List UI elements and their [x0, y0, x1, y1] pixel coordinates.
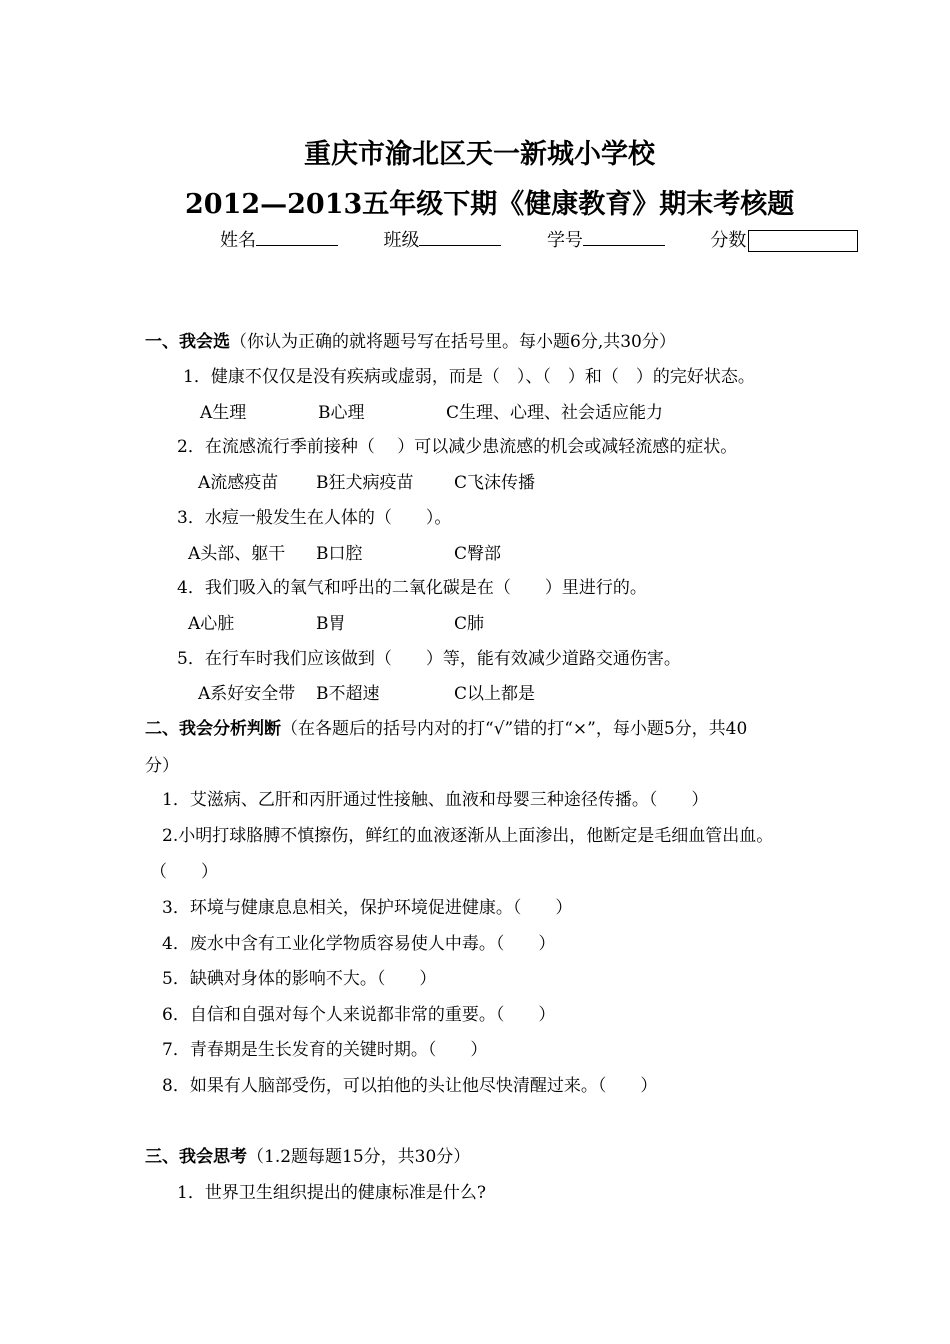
option-a: A生理: [200, 403, 247, 423]
s1-question-1: 1．健康不仅仅是没有疾病或虚弱，而是（ ）、（ ）和（ ）的完好状态。: [183, 367, 755, 387]
s1-question-4: 4．我们吸入的氧气和呼出的二氧化碳是在（ ）里进行的。: [177, 578, 647, 598]
section2-instruction-cont: 分）: [145, 756, 179, 776]
option-c: C飞沫传播: [454, 473, 536, 493]
section2-instruction: （在各题后的括号内对的打“√”错的打“×”，每小题5分，共40: [281, 719, 748, 739]
s2-item-1: 1．艾滋病、乙肝和丙肝通过性接触、血液和母婴三种途径传播。（ ）: [162, 790, 709, 810]
option-c: C生理、心理、社会适应能力: [446, 403, 664, 423]
name-label: 姓名: [220, 230, 256, 251]
option-b: B狂犬病疫苗: [316, 473, 414, 493]
info-fields: [220, 226, 858, 252]
option-c: C臀部: [454, 544, 502, 564]
option-b: B胃: [316, 614, 346, 634]
option-a: A系好安全带: [198, 684, 296, 704]
option-b: B不超速: [316, 684, 380, 704]
s1-q1-options: [200, 398, 663, 423]
s1-question-2: 2．在流感流行季前接种（ ）可以减少患流感的机会或减轻流感的症状。: [177, 437, 738, 457]
section1-header: [145, 327, 676, 352]
section3-instruction: （1.2题每题15分，共30分）: [247, 1147, 471, 1167]
section1-instruction: （你认为正确的就将题号写在括号里。每小题6分,共30分）: [230, 332, 676, 352]
s1-question-5: 5．在行车时我们应该做到（ ）等，能有效减少道路交通伤害。: [177, 649, 681, 669]
s2-item-6: 6．自信和自强对每个人来说都非常的重要。（ ）: [162, 1005, 556, 1025]
score-label: 分数: [710, 230, 747, 251]
option-a: A流感疫苗: [198, 473, 279, 493]
score-box[interactable]: [748, 230, 858, 252]
s2-item-7: 7．青春期是生长发育的关键时期。（ ）: [162, 1040, 488, 1060]
s2-item-4: 4．废水中含有工业化学物质容易使人中毒。（ ）: [162, 934, 556, 954]
section3-header: [145, 1142, 470, 1167]
option-c: C肺: [454, 614, 485, 634]
s1-q2-options: [198, 468, 535, 493]
s1-q3-options: [188, 539, 501, 564]
s2-item-2: 2.小明打球胳膊不慎擦伤，鲜红的血液逐渐从上面渗出，他断定是毛细血管出血。: [162, 826, 774, 846]
exam-title: 2012—2013五年级下期《健康教育》期末考核题: [185, 189, 795, 220]
class-label: 班级: [383, 230, 420, 251]
name-blank[interactable]: [256, 227, 338, 246]
option-a: A头部、躯干: [188, 544, 286, 564]
class-blank[interactable]: [419, 227, 501, 246]
section3-heading: 三、我会思考: [145, 1147, 247, 1167]
school-title: 重庆市渝北区天一新城小学校: [304, 139, 655, 170]
option-a: A心脏: [188, 614, 235, 634]
section1-heading: 一、我会选: [145, 332, 230, 352]
option-b: B口腔: [316, 544, 363, 564]
s2-item-2-cont: （ ）: [150, 862, 218, 882]
option-b: B心理: [318, 403, 365, 423]
s1-q5-options: [198, 679, 535, 704]
s2-item-3: 3．环境与健康息息相关，保护环境促进健康。（ ）: [162, 898, 573, 918]
option-c: C以上都是: [454, 684, 536, 704]
s3-question-1: 1．世界卫生组织提出的健康标准是什么?: [177, 1183, 486, 1203]
s1-question-3: 3．水痘一般发生在人体的（ ）。: [177, 508, 452, 528]
s1-q4-options: [188, 609, 484, 634]
number-blank[interactable]: [583, 227, 665, 246]
s2-item-5: 5．缺碘对身体的影响不大。（ ）: [162, 969, 437, 989]
section2-heading: 二、我会分析判断: [145, 719, 281, 739]
section2-header: [145, 714, 747, 739]
number-label: 学号: [546, 230, 583, 251]
s2-item-8: 8．如果有人脑部受伤，可以拍他的头让他尽快清醒过来。（ ）: [162, 1076, 658, 1096]
